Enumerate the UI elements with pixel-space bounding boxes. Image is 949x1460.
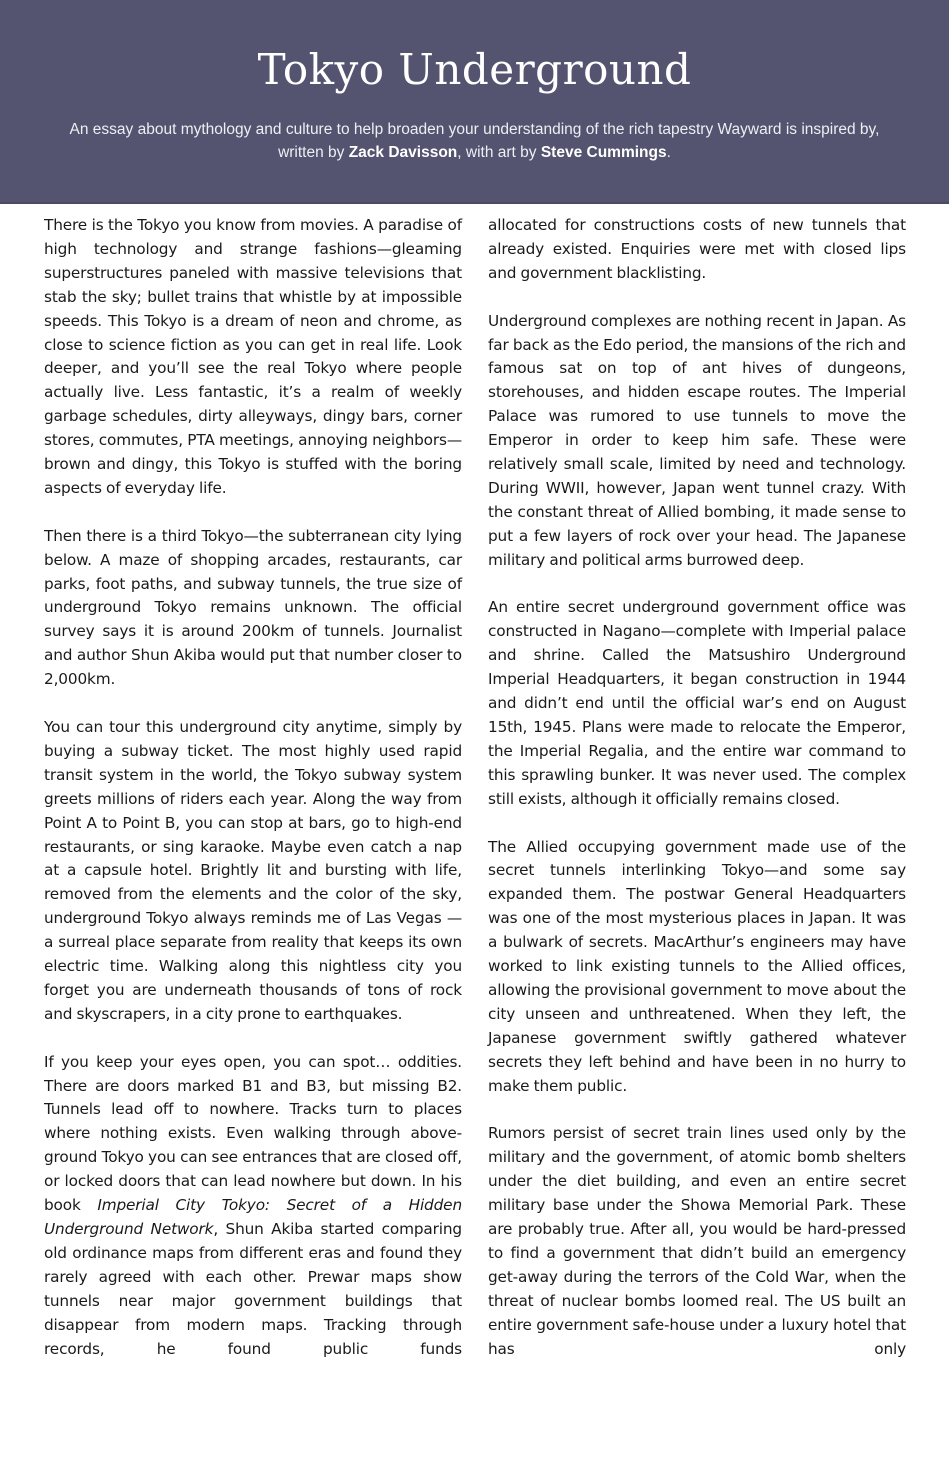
essay-header <box>0 0 949 204</box>
subtitle-middle: , with art by <box>457 144 541 161</box>
paragraph-text: If you keep your eyes open, you can spot… oddities. There are doors marked B1 and B3, but missing B2. Tunnels lead off to nowhere. Tracks turn to places where nothing exists. Even walking through above-ground Tokyo you can see entrances that are closed off, or locked doors that can lead nowhere but down. In his book <box>44 1052 462 1215</box>
paragraph-text: , Shun Akiba started comparing old ordinance maps from different eras and found they rarely agreed with each other. Prewar maps show tunnels near major government buildings that disappear from modern maps. Tracking through records, he found public funds <box>44 1220 462 1358</box>
right-column <box>488 214 906 1385</box>
subtitle-intro: An essay about mythology and culture to help broaden your understanding of the rich tapestry Wayward is inspired by, written by <box>69 121 880 161</box>
left-column <box>44 214 462 1385</box>
paragraph: The Allied occupying government made use of the secret tunnels interlinking Tokyo—and some say expanded them. The postwar General Headquarters was one of the most mysterious places in Japan. It was a bulwark of secrets. MacArthur’s engineers may have worked to link existing tunnels to the Allied offices, allowing the provisional government to move about the city unseen and unthreatened. When they left, the Japanese government swiftly gathered whatever secrets they left behind and have been in no hurry to make them public. <box>488 837 906 1095</box>
paragraph <box>44 1051 462 1362</box>
book-title: Imperial City Tokyo: Secret of a Hidden Underground Network <box>44 1196 462 1239</box>
author-name: Zack Davisson <box>348 144 458 161</box>
paragraph: An entire secret underground government office was constructed in Nagano—complete with Imperial palace and shrine. Called the Matsushiro Underground Imperial Headquarters, it began construction in 1944 and didn’t end until the official war’s end on August 15th, 1945. Plans were made to relocate the Emperor, the Imperial Regalia, and the entire war command to this sprawling bunker. It was never used. The complex still exists, although it officially remains closed. <box>488 598 906 808</box>
subtitle-end: . <box>666 144 671 161</box>
essay-subtitle <box>60 118 889 164</box>
paragraph: Rumors persist of secret train lines used only by the military and the government, of atomic bomb shelters under the diet building, and even an entire secret military base under the Showa Memorial Park. These are probably true. After all, you would be hard-pressed to find a government that didn’t build an emergency get-away during the terrors of the Cold War, when the threat of nuclear bombs loomed real. The US built an entire government safe-house under a luxury hotel that has only <box>488 1124 906 1358</box>
paragraph: You can tour this underground city anytime, simply by buying a subway ticket. The most highly used rapid transit system in the world, the Tokyo subway system greets millions of riders each year. Along the way from Point A to Point B, you can stop at bars, go to high-end restaurants, or sing karaoke. Maybe even catch a nap at a capsule hotel. Brightly lit and bursting with life, removed from the elements and the color of the sky, underground Tokyo always reminds me of Las Vegas — a surreal place separate from reality that keeps its own electric time. Walking along this nightless city you forget you are underneath thousands of tons of rock and skyscrapers, in a city prone to earthquakes. <box>44 718 462 1023</box>
artist-name: Steve Cummings <box>540 144 667 161</box>
paragraph: allocated for constructions costs of new tunnels that already existed. Enquiries were met with closed lips and government blacklisting. <box>488 216 906 282</box>
paragraph: Underground complexes are nothing recent in Japan. As far back as the Edo period, the mansions of the rich and famous sat on top of ant hives of dungeons, storehouses, and hidden escape routes. The Imperial Palace was rumored to use tunnels to move the Emperor in order to keep him safe. These were relatively small scale, limited by need and technology. During WWII, however, Japan went tunnel crazy. With the constant threat of Allied bombing, it made sense to put a few layers of rock over your head. The Japanese military and political arms burrowed deep. <box>488 311 906 569</box>
page-title: Tokyo Underground <box>257 45 692 94</box>
paragraph: There is the Tokyo you know from movies. A paradise of high technology and strange fashions—gleaming superstructures paneled with massive televisions that stab the sky; bullet trains that whistle by at impossible speeds. This Tokyo is a dream of neon and chrome, as close to science fiction as you can get in real life. Look deeper, and you’ll see the real Tokyo where people actually live. Less fantastic, it’s a realm of weekly garbage schedules, dirty alleyways, dingy bars, corner stores, commutes, PTA meetings, annoying neighbors—brown and dingy, this Tokyo is stuffed with the boring aspects of everyday life. <box>44 216 462 497</box>
paragraph: Then there is a third Tokyo—the subterranean city lying below. A maze of shopping arcades, restaurants, car parks, foot paths, and subway tunnels, the true size of underground Tokyo remains unknown. The official survey says it is around 200km of tunnels. Journalist and author Shun Akiba would put that number closer to 2,000km. <box>44 526 462 689</box>
